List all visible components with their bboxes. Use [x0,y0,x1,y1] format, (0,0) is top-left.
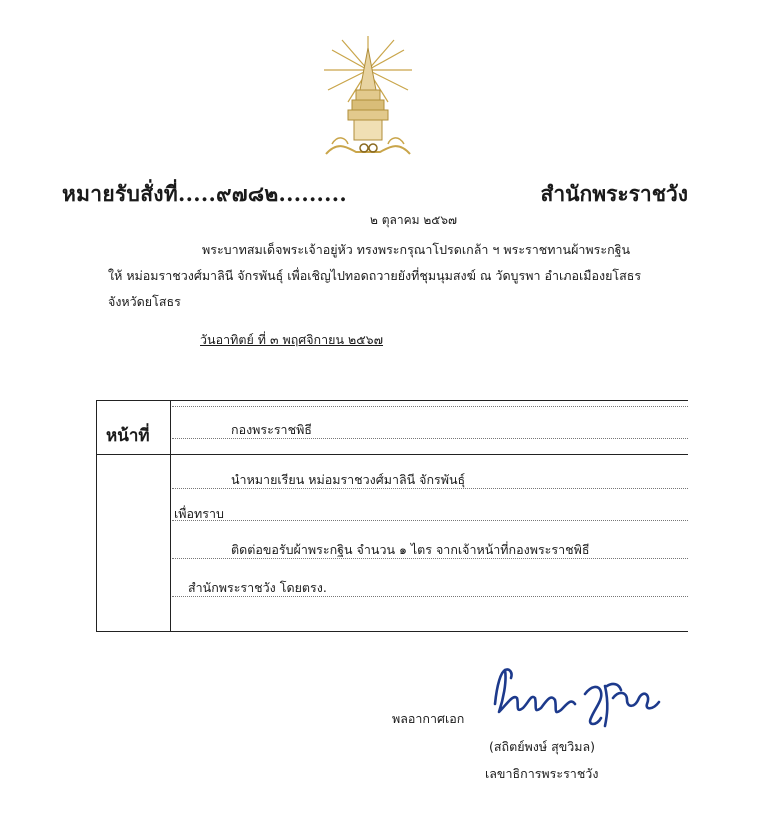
table-row-2: เพื่อทราบ [174,506,224,521]
royal-emblem-icon [318,30,418,165]
order-label: หมายรับสั่งที่ [62,181,179,206]
event-date: วันอาทิตย์ ที่ ๓ พฤศจิกายน ๒๕๖๗ [200,332,384,347]
body-line-2: ให้ หม่อมราชวงศ์มาลินี จักรพันธุ์ เพื่อเชิญไปทอดถวายยังที่ชุมนุมสงฆ์ ณ วัดบูรพา อำเภอเมืองยโสธร [108,268,642,283]
table-row-3: ติดต่อขอรับผ้าพระกฐิน จำนวน ๑ ไตร จากเจ้าหน้าที่กองพระราชพิธี [231,542,590,557]
table-row-1: นำหมายเรียน หม่อมราชวงศ์มาลินี จักรพันธุ์ [231,472,466,487]
table-border-top [96,400,688,401]
duty-table [96,400,688,632]
table-row-4: สำนักพระราชวัง โดยตรง. [188,580,327,595]
order-dots-trailing: ......... [278,181,347,206]
document-date: ๒ ตุลาคม ๒๕๖๗ [370,213,457,227]
dotted-rule [172,520,688,521]
order-number: ๙๗๘๒ [216,181,279,206]
duty-value: กองพระราชพิธี [231,422,312,437]
body-line-3: จังหวัดยโสธร [108,294,181,309]
office-name: สำนักพระราชวัง [540,181,688,206]
signer-title: เลขาธิการพระราชวัง [485,766,599,781]
duty-label: หน้าที่ [106,426,150,446]
table-column-divider [170,400,171,632]
signer-name: (สถิตย์พงษ์ สุขวิมล) [489,739,596,754]
table-row-divider [96,454,688,455]
table-border-bottom [96,631,688,632]
order-dots-leading: ..... [178,181,217,206]
body-line-1: พระบาทสมเด็จพระเจ้าอยู่หัว ทรงพระกรุณาโปรดเกล้า ฯ พระราชทานผ้าพระกฐิน [202,242,631,257]
handwritten-signature-icon [487,664,672,734]
dotted-rule [172,406,688,407]
table-border-left [96,400,97,632]
order-number-line [62,178,347,211]
signer-rank: พลอากาศเอก [392,711,465,726]
